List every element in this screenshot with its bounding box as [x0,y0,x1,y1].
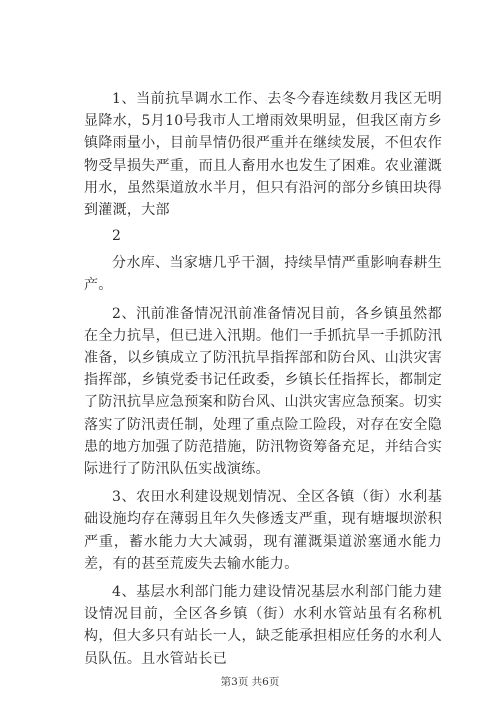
paragraph-flood-preparation: 2、汛前准备情况汛前准备情况目前，各乡镇虽然都在全力抗旱，但已进入汛期。他们一手抓抗旱一手抓防汛准备，以乡镇成立了防汛抗旱指挥部和防台风、山洪灾害指挥部，乡镇党委书记任政委，乡镇长任指挥长，都制定了防汛抗旱应急预案和防台风、山洪灾害应急预案。切实落实了防汛责任制，处理了重点险工险段，对存在安全隐患的地方加强了防范措施，防汛物资筹备充足，并结合实际进行了防汛队伍实战演练。 [84,305,442,478]
paragraph-drought-relief: 1、当前抗旱调水工作、去冬今春连续数月我区无明显降水，5月10号我市人工增雨效果明显，但我区南方乡镇降雨量小，目前旱情仍很严重并在继续发展，不但农作物受旱损失严重，而且人畜用水也发生了困难。农业灌溉用水，虽然渠道放水半月，但只有沿河的部分乡镇田块得到灌溉，大部 [84,91,442,219]
page-footer: 第3页 共6页 [220,676,280,688]
paragraph-grassroots-capacity: 4、基层水利部门能力建设情况基层水利部门能力建设情况目前，全区各乡镇（街）水利水管站虽有名称机构，但大多只有站长一人，缺乏能承担相应任务的水利人员队伍。且水管站长已 [84,584,442,667]
document-body [84,88,442,670]
paragraph-irrigation-planning: 3、农田水利建设规划情况、全区各镇（街）水利基础设施均存在薄弱且年久失修透支严重，现有塘堰坝淤积严重，蓄水能力大大减弱，现有灌溉渠道淤塞通水能力差，有的甚至荒废失去输水能力。 [84,489,442,572]
paragraph-continuation: 分水库、当家塘几乎干涸，持续旱情严重影响春耕生产。 [84,255,442,294]
inline-page-number: 2 [112,228,121,245]
